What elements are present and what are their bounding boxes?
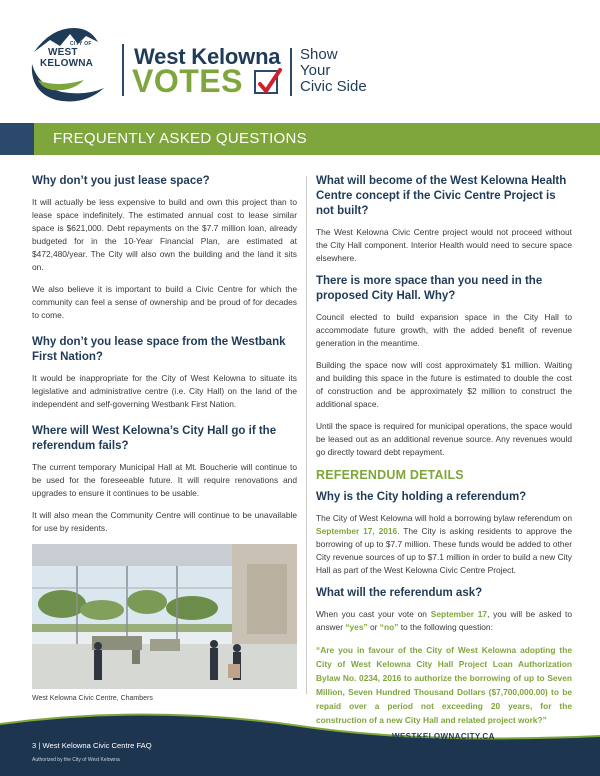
column-divider [306,176,307,694]
referendum-date: September 17 [430,609,488,619]
photo-caption: West Kelowna Civic Centre, Chambers [32,695,153,702]
tagline-line-2: Your [300,62,331,79]
text-span: to the following question: [398,622,493,632]
answer-paragraph: It will actually be less expensive to build and own this project than to lease space indefinitely. The estimated annual cost to lease similar space is $621,000. Debt repayments on the $7.7 million loan, already budgeted for in the 10-Year Financial Plan, are estimated at $472,480/year. The City will also own the building and the land it sits on. [32,197,297,272]
referendum-question: “Are you in favour of the City of West Kelowna adopting the City of West Kelowna City Hall Project Loan Authorization Bylaw No. 0234, 2016 to authorize the borrowing of up to Seven Million, Seven Hundred Thousand Dollars ($7,700,000.00) to be repaid over a period not exceeding 20 years, for the construction of a new City Hall and related project work?” [316,645,572,725]
checkmark-icon [256,66,282,96]
tagline-line-1: Show [300,46,338,63]
answer-paragraph [316,512,572,577]
footer-authorized: Authorized by the City of West Kelowna [32,757,120,763]
brand-title: West Kelowna [134,44,281,69]
header [0,0,600,118]
answer-paragraph: Council elected to build expansion space in the City Hall to accommodate future growth, with the added benefit of revenue generation in the meantime. [316,312,572,348]
banner-title: FREQUENTLY ASKED QUESTIONS [53,130,307,147]
ballot-checkbox [254,70,278,94]
question-heading: Why don’t you lease space from the Westbank First Nation? [32,336,286,363]
tagline [300,47,367,95]
referendum-date: September 17, 2016 [316,526,398,536]
question-heading: Why is the City holding a referendum? [316,491,527,503]
answer-paragraph: Until the space is required for municipal operations, the space would be leased out as an additional revenue source. Any revenues would go directly toward debt repayment. [316,421,572,457]
question-heading: Why don’t you just lease space? [32,175,210,187]
question-heading: What will the referendum ask? [316,587,483,599]
footer-separator: | [38,741,41,750]
brand-votes: VOTES [132,63,243,99]
header-divider [122,44,124,96]
logo-kelowna: KELOWNA [40,58,94,69]
tagline-line-3: Civic Side [300,78,367,95]
answer-paragraph: It will also mean the Community Centre will continue to be unavailable for use by residents. [32,510,297,533]
banner-accent [0,123,34,155]
answer-paragraph [316,608,572,634]
photo-illustration [32,544,297,689]
footer-title: West Kelowna Civic Centre FAQ [42,741,152,750]
footer-page-label [32,741,152,750]
answer-paragraph: The West Kelowna Civic Centre project would not proceed without the City Hall component. Interior Health would need to secure space elsewhere. [316,227,572,263]
question-heading: There is more space than you need in the proposed City Hall. Why? [316,275,543,302]
footer-wave [0,700,600,776]
answer-paragraph: The current temporary Municipal Hall at Mt. Boucherie will continue to be used for the foreseeable future. It will require renovations and upgrades to ensure it continues to be usable. [32,462,297,498]
civic-centre-chambers-photo [32,544,297,689]
question-heading: What will become of the West Kelowna Health Centre concept if the Civic Centre Project is not built? [316,175,567,217]
section-banner [0,123,600,155]
section-heading-referendum: REFERENDUM DETAILS [316,468,464,482]
right-column [316,174,572,736]
logo-city-of: CITY OF [70,41,92,47]
tagline-divider [290,48,292,96]
text-span: When you cast your vote on [316,609,431,619]
question-heading: Where will West Kelowna’s City Hall go if the referendum fails? [32,425,277,452]
text-span: , you will be asked to answer [316,609,572,632]
answer-paragraph: Building the space now will cost approximately $1 million. Waiting and building this space in the future is estimated to double the cost of construction and be approximately $2 million to construct the additional space. [316,360,572,409]
text-span: The City of West Kelowna will hold a borrowing bylaw referendum on [316,513,572,523]
answer-paragraph: We also believe it is important to build a Civic Centre for which the community can feel a sense of ownership and be proud of for decades to come. [32,284,297,320]
logo-west: WEST [48,47,78,58]
left-column [32,174,297,702]
no-option: “no” [379,622,399,632]
text-span: or [367,622,380,632]
text-span: . The City is asking residents to approve the borrowing of up to $7.7 million. These funds would be added to other City revenue sources of up to $7.1 million in order to build a new City Hall as part of the West Kelowna Civic Centre Project. [316,526,572,575]
page-number: 3 [32,741,37,750]
yes-option: “yes” [345,622,368,632]
answer-paragraph: It would be inappropriate for the City of West Kelowna to situate its legislative and administrative centre (i.e. City Hall) on the land of the independent and self-governing Westbank First Nation. [32,373,297,409]
website-link[interactable]: WESTKELOWNACITY.CA [392,732,495,741]
